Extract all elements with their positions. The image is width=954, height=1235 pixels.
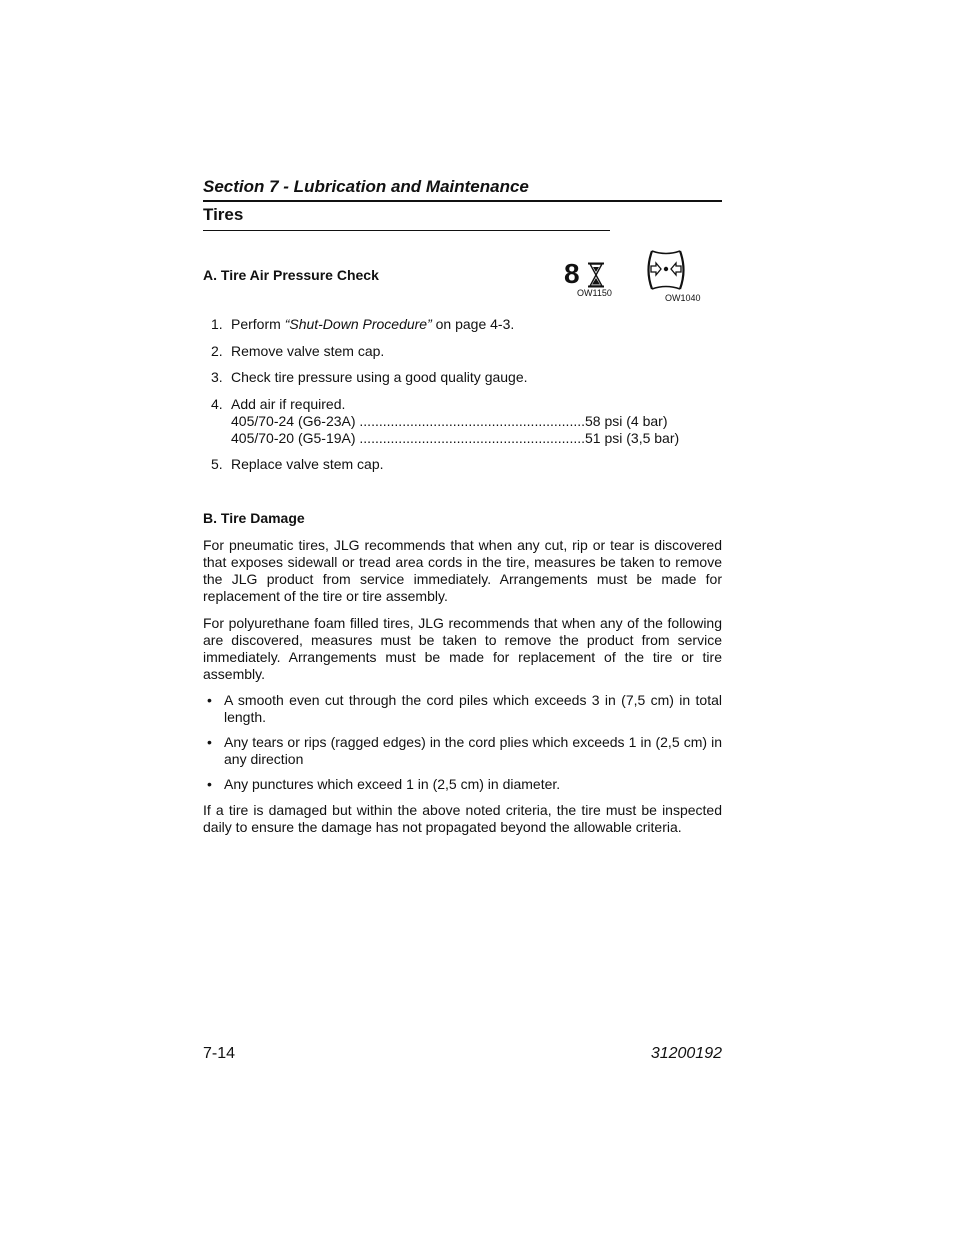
- list-item: [203, 734, 722, 768]
- step-text: Add air if required.: [231, 395, 346, 412]
- tire-pressure-icon: [640, 248, 706, 304]
- bullet-marker: •: [207, 776, 212, 792]
- interval-number: 8: [564, 258, 580, 289]
- step-item: [211, 396, 731, 447]
- step-text: Remove valve stem cap.: [231, 342, 385, 359]
- step-text: on page 4-3.: [431, 316, 515, 332]
- step-number: 5.: [211, 456, 223, 472]
- shutdown-procedure-reference: “Shut-Down Procedure”: [284, 316, 432, 332]
- step-item: [211, 343, 731, 360]
- hourglass-glyph: [586, 262, 606, 288]
- list-item-text: A smooth even cut through the cord piles which exceeds 3 in (7,5 cm) in total length.: [224, 692, 722, 725]
- step-number: 2.: [211, 342, 223, 359]
- subsection-a-title: A. Tire Air Pressure Check: [203, 267, 379, 283]
- step-item: [211, 316, 731, 333]
- subsection-b-title: B. Tire Damage: [203, 510, 305, 526]
- page-number: 7-14: [203, 1045, 236, 1062]
- step-number: 3.: [211, 369, 223, 385]
- list-item: [203, 776, 722, 793]
- hourglass-icon: [562, 258, 618, 298]
- pneumatic-tires-paragraph: For pneumatic tires, JLG recommends that when any cut, rip or tear is discovered that exposes sidewall or tread area cords in the tire, measures be taken to remove the JLG product from service immediately. Arrangements must be made for replacement of the tire or tire assembly.: [203, 537, 722, 604]
- step-item: [211, 456, 731, 473]
- tire-spec-g6-23a: 405/70-24 (G6-23A) ..........................................................58 psi (4 bar): [231, 412, 668, 429]
- foam-filled-tires-paragraph: For polyurethane foam filled tires, JLG recommends that when any of the following are discovered, measures must be taken to remove the product from service immediately. Arrangements must be made for replacement of the tire or tire assembly.: [203, 615, 722, 682]
- step-text: Perform: [231, 316, 285, 332]
- icon-code-ow1150: OW1150: [577, 288, 612, 298]
- icon-code-ow1040: OW1040: [665, 293, 701, 303]
- document-number: 31200192: [650, 1045, 722, 1062]
- list-item-text: Any tears or rips (ragged edges) in the cord plies which exceeds 1 in (2,5 cm) in any direction: [224, 734, 722, 767]
- step-number: 4.: [211, 395, 223, 412]
- bullet-marker: •: [207, 692, 212, 708]
- step-number: 1.: [211, 316, 223, 332]
- step-text: Check tire pressure using a good quality gauge.: [231, 369, 528, 385]
- pressure-check-steps: [211, 316, 731, 483]
- section-title: Section 7 - Lubrication and Maintenance: [203, 177, 722, 202]
- tire-spec-g5-19a: 405/70-20 (G5-19A) ..........................................................51 psi (3,5 bar): [231, 429, 680, 446]
- list-item: [203, 692, 722, 726]
- damage-criteria-list: [203, 692, 722, 801]
- page-heading: Tires: [203, 205, 610, 231]
- list-item-text: Any punctures which exceed 1 in (2,5 cm) in diameter.: [224, 776, 561, 792]
- step-text: Replace valve stem cap.: [231, 456, 384, 472]
- inspection-paragraph: If a tire is damaged but within the above noted criteria, the tire must be inspected daily to ensure the damage has not propagated beyond the allowable criteria.: [203, 802, 722, 835]
- bullet-marker: •: [207, 734, 212, 750]
- tire-glyph: [643, 248, 689, 292]
- step-item: [211, 369, 731, 386]
